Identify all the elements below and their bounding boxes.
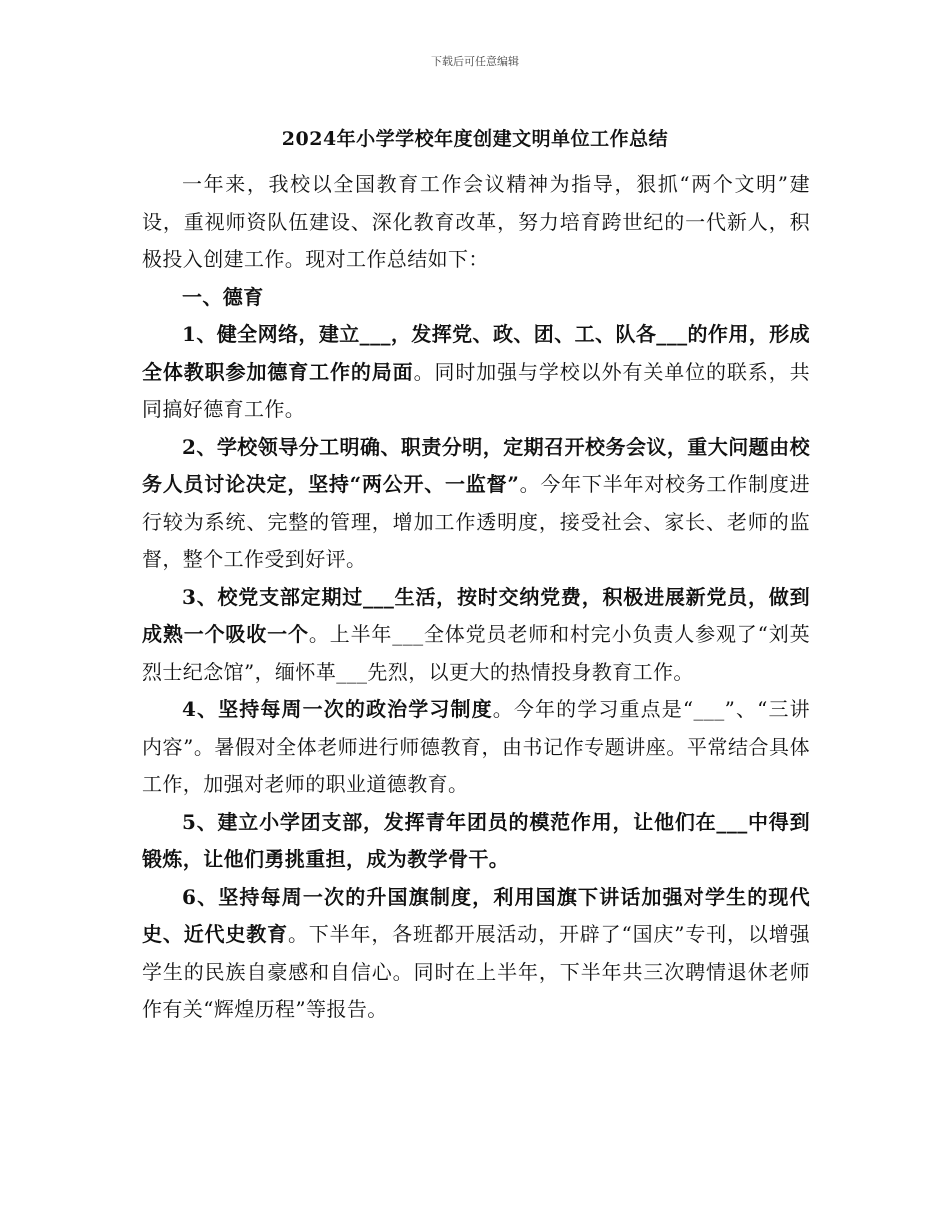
- item-rest-1: 。同时加强与学校以外有关单位的联系，共同搞好德育工作。: [142, 359, 810, 421]
- intro-paragraph: 一年来，我校以全国教育工作会议精神为指导，狠抓“两个文明”建设，重视师资队伍建设、深化教育改革，努力培育跨世纪的一代新人，积极投入创建工作。现对工作总结如下：: [142, 172, 810, 271]
- item-paragraph-5: [142, 804, 810, 879]
- item-lead-1: 1、健全网络，建立___，发挥党、政、团、工、队各___的作用，形成全体教职参加德育工作的局面: [142, 322, 810, 384]
- item-rest-4: 。今年的学习重点是“___”、“三讲内容”。暑假对全体老师进行师德教育，由书记作专题讲座。平常结合具体工作，加强对老师的职业道德教育。: [142, 697, 811, 796]
- item-rest-3: 。上半年___全体党员老师和村完小负责人参观了“刘英烈士纪念馆”，缅怀革___先烈，以更大的热情投身教育工作。: [142, 622, 810, 684]
- item-paragraph-3: [142, 579, 810, 692]
- item-lead-5: 5、建立小学团支部，发挥青年团员的模范作用，让他们在___中得到锻炼，让他们勇挑重担，成为教学骨干。: [142, 809, 810, 871]
- item-rest-6: 。下半年，各班都开展活动，开辟了“国庆”专刊，以增强学生的民族自豪感和自信心。同时在上半年，下半年共三次聘情退休老师作有关“辉煌历程”等报告。: [142, 922, 810, 1021]
- header-note: 下载后可任意编辑: [431, 55, 519, 68]
- item-lead-3: 3、校党支部定期过___生活，按时交纳党费，积极进展新党员，做到成熟一个吸收一个: [142, 584, 810, 646]
- item-paragraph-6: [142, 879, 810, 1029]
- item-lead-6: 6、坚持每周一次的升国旗制度，利用国旗下讲话加强对学生的现代史、近代史教育: [142, 884, 810, 946]
- item-rest-2: 。今年下半年对校务工作制度进行较为系统、完整的管理，增加工作透明度，接受社会、家长、老师的监督，整个工作受到好评。: [142, 472, 811, 571]
- item-paragraph-4: [142, 691, 810, 804]
- section-heading: 一、德育: [182, 284, 264, 309]
- document-title: 2024年小学学校年度创建文明单位工作总结: [281, 128, 669, 150]
- item-lead-4: 4、坚持每周一次的政治学习制度: [182, 697, 493, 721]
- item-paragraph-1: [142, 316, 810, 429]
- document-body: [142, 166, 810, 1029]
- item-lead-2: 2、学校领导分工明确、职责分明，定期召开校务会议，重大问题由校务人员讨论决定，坚持“两公开、一监督”: [142, 434, 810, 496]
- item-paragraph-2: [142, 429, 810, 579]
